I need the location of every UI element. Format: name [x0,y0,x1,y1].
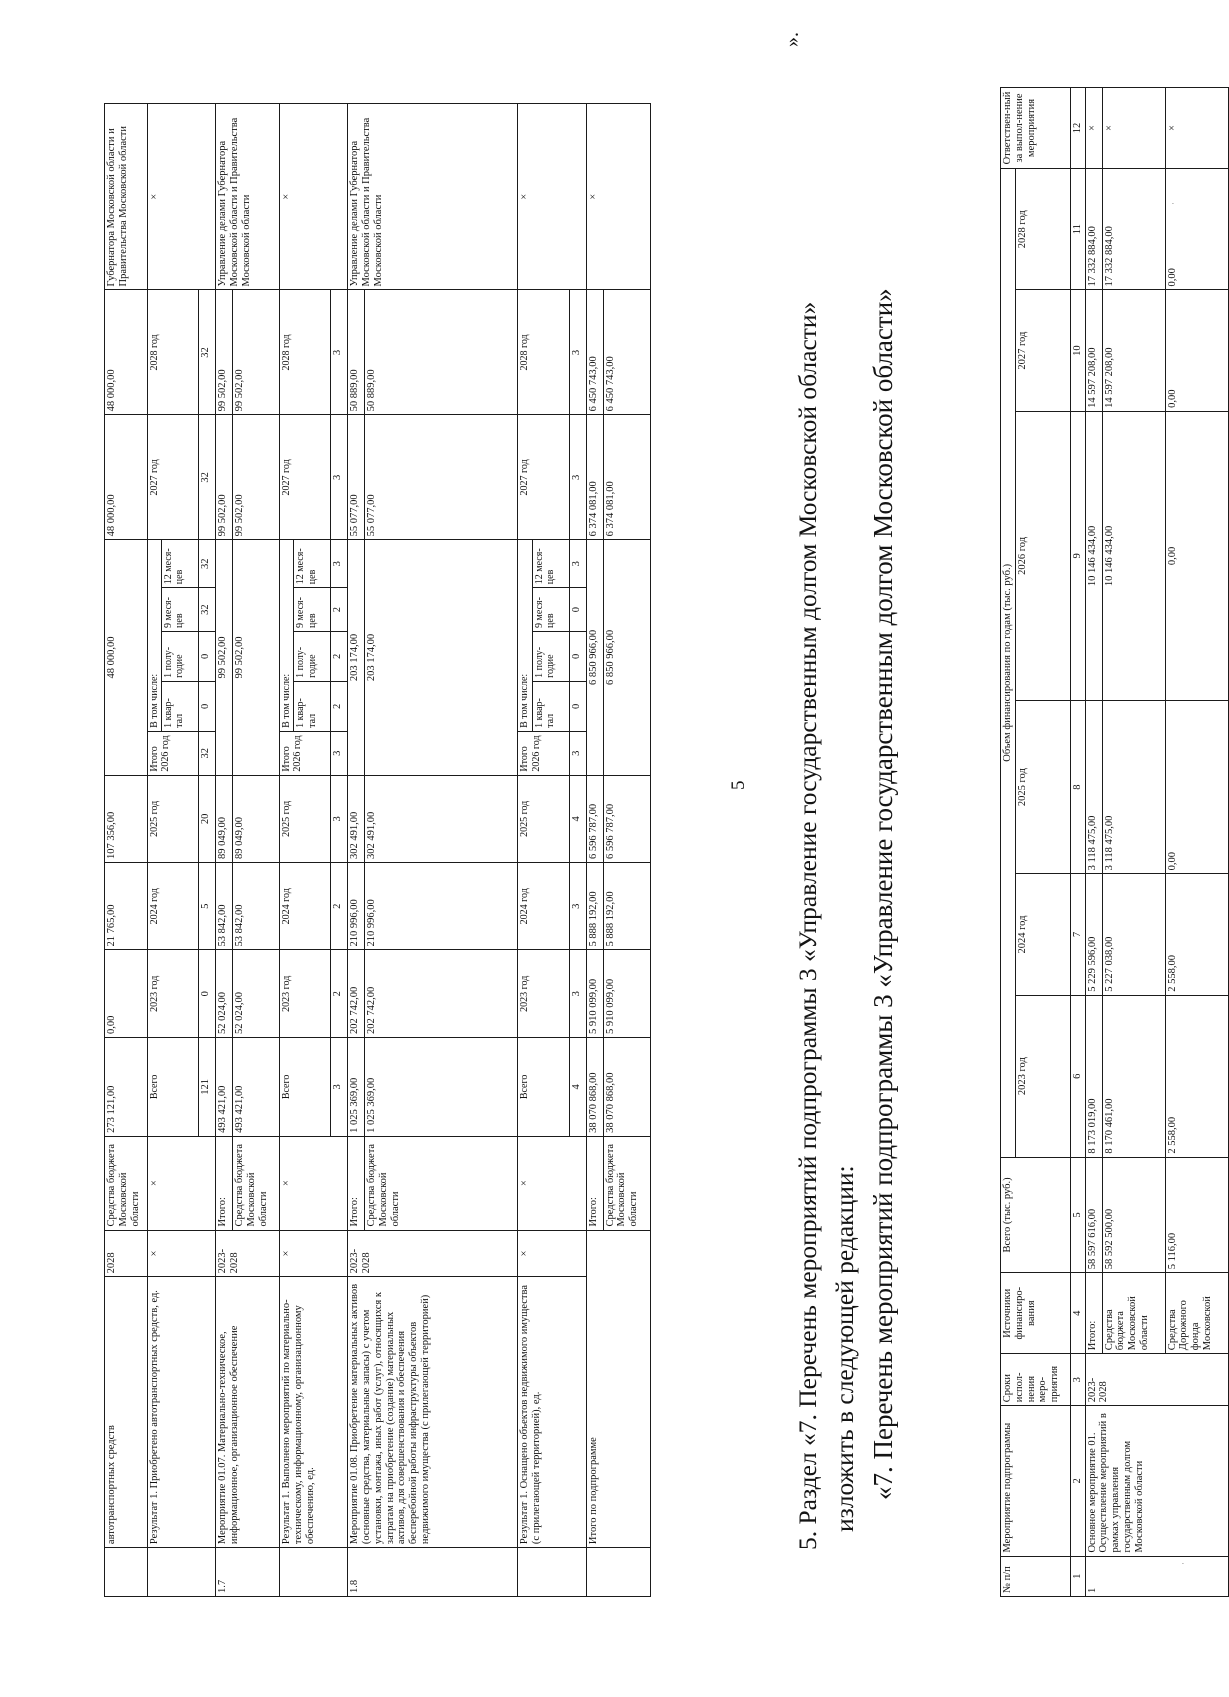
header-quarter-1: 1 квар-тал [294,681,331,731]
amount-2026: 48 000,00 [105,540,148,775]
amount-2024: 5 888 192,00 [586,863,603,950]
value-total-2026: 3 [569,731,586,775]
value-half-year: 0 [569,631,586,681]
header-2024: 2024 год [280,863,331,950]
total-amount: 38 070 868,00 [586,1037,603,1136]
header-2024: 2024 год [518,863,569,950]
header-term: Сроки испол-нения меро-приятия [1001,1354,1071,1406]
responsible: × [280,104,348,290]
header-2027: 2027 год [280,415,331,540]
header-9-months: 9 меся-цев [532,588,569,632]
amount-2024: 5 229 596,00 [1085,874,1102,995]
amount-2023: 202 742,00 [365,950,518,1037]
row-number: 1.7 [216,1548,280,1597]
header-2025: 2025 год [280,775,331,862]
amount-2025: 3 118 475,00 [1102,700,1165,873]
funding-source: × [280,1136,348,1230]
amount-2027: 14 597 208,00 [1085,290,1102,411]
header-2024: 2024 год [148,863,199,950]
header-total: Всего (тыс. руб.) [1001,1157,1071,1273]
header-total-2026: Итого 2026 год [280,731,331,775]
column-number: 9 [1070,411,1085,700]
responsible: × [1102,88,1165,169]
responsible: × [518,104,586,290]
header-including: В том числе: [280,540,294,732]
amount-2028: 6 450 743,00 [586,290,603,415]
header-quarter-1: 1 квар-тал [532,681,569,731]
subprogram-total-label: Итого по подпрограмме [586,1230,650,1548]
header-2028: 2028 год [280,290,331,415]
table-row [1085,88,1102,1597]
value-total-2026: 32 [199,731,216,775]
page-number: 5 [728,780,749,790]
total-amount: 493 421,00 [233,1037,280,1136]
header-12-months: 12 меся-цев [294,540,331,588]
header-measure: Мероприятие подпрограммы [1001,1406,1071,1556]
column-number: 12 [1070,88,1085,169]
amount-2023: 5 910 099,00 [586,950,603,1037]
value-quarter-1: 0 [569,681,586,731]
funding-source: Средства бюджета Московской области [1102,1273,1165,1354]
scan-mark: · [1168,202,1178,205]
amount-2027: 99 502,00 [233,415,280,540]
value-2028: 3 [569,290,586,415]
header-2025: 2025 год [1015,700,1070,873]
responsible: Управление делами Губернатора Московской области и Правительства Московской области [216,104,280,290]
funding-source: Итого: [216,1136,233,1230]
header-2025: 2025 год [518,775,569,862]
header-2027: 2027 год [518,415,569,540]
value-2027: 3 [331,415,348,540]
value-12-months: 3 [569,540,586,588]
execution-term: 2023-2028 [1085,1354,1228,1406]
amount-2027: 55 077,00 [348,415,365,540]
header-total: Всего [280,1037,331,1136]
amount-2026: 99 502,00 [233,540,280,775]
value-2023: 2 [331,950,348,1037]
amount-2027: 99 502,00 [216,415,233,540]
result-name: Результат 1. Приобретено автотранспортных средств, ед. [148,1277,216,1548]
heading-line-1: 5. Раздел «7. Перечень мероприятий подпрограммы 3 «Управление государственным долгом Московской области» [793,301,822,1550]
total-amount: 5 116,00 [1165,1157,1228,1273]
row-number [105,1548,148,1597]
header-total: Всего [518,1037,569,1136]
amount-2023: 52 024,00 [233,950,280,1037]
column-number: 10 [1070,290,1085,411]
value-9-months: 0 [569,588,586,632]
header-12-months: 12 меся-цев [532,540,569,588]
amount-2027: 55 077,00 [365,415,518,540]
funding-source: Средства бюджета Московской области [603,1136,650,1230]
execution-term: 2023-2028 [216,1230,280,1277]
amount-2024: 210 996,00 [365,863,518,950]
row-number [280,1548,348,1597]
column-number: 2 [1070,1406,1085,1556]
measure-name: автотранспортных средств [105,1277,148,1548]
total-amount: 493 421,00 [216,1037,233,1136]
header-volume: Объем финансирования по годам (тыс. руб.) [1001,168,1016,1157]
value-2023: 3 [569,950,586,1037]
responsible: × [148,104,216,290]
header-2028: 2028 год [518,290,569,415]
funding-source: Итого: [348,1136,365,1230]
amount-2026: 203 174,00 [348,540,365,775]
value-total: 121 [199,1037,216,1136]
value-2025: 20 [199,775,216,862]
closing-quote: ». [781,32,803,47]
amount-2024: 2 558,00 [1165,874,1228,995]
amount-2027: 14 597 208,00 [1102,290,1165,411]
execution-term: × [518,1230,586,1277]
amount-2028: 6 450 743,00 [603,290,650,415]
table-row [280,104,294,1597]
header-2025: 2025 год [148,775,199,862]
amount-2028: 17 332 884,00 [1102,168,1165,289]
column-number: 4 [1070,1273,1085,1354]
column-number: 8 [1070,700,1085,873]
value-total: 4 [569,1037,586,1136]
value-2028: 32 [199,290,216,415]
amount-2027: 0,00 [1165,290,1228,411]
column-number: 7 [1070,874,1085,995]
amount-2024: 21 765,00 [105,863,148,950]
row-number [518,1548,586,1597]
value-quarter-1: 0 [199,681,216,731]
header-total-2026: Итого 2026 год [518,731,569,775]
amount-2025: 302 491,00 [365,775,518,862]
column-number: 6 [1070,995,1085,1157]
value-2024: 2 [331,863,348,950]
header-2026: 2026 год [1015,411,1070,700]
value-12-months: 3 [331,540,348,588]
amount-2025: 107 356,00 [105,775,148,862]
value-12-months: 32 [199,540,216,588]
table-row [216,104,233,1597]
column-number: 5 [1070,1157,1085,1273]
value-quarter-1: 2 [331,681,348,731]
amount-2023: 202 742,00 [348,950,365,1037]
header-source: Источники финансиро-вания [1001,1273,1071,1354]
header-2023: 2023 год [148,950,199,1037]
amount-2025: 6 596 787,00 [586,775,603,862]
table-row [518,104,532,1597]
header-half-year: 1 полу-годие [294,631,331,681]
measure-name: Мероприятие 01.07. Материально-техническое, информационное, организационное обеспечение [216,1277,280,1548]
table-number-row [1070,88,1085,1597]
value-2027: 3 [569,415,586,540]
header-2023: 2023 год [280,950,331,1037]
amount-2026: 10 146 434,00 [1085,411,1102,700]
result-name: Результат 1. Выполнено мероприятий по материально-техническому, информационному, организационному обеспечению, ед. [280,1277,348,1548]
amount-2026: 6 850 966,00 [603,540,650,775]
header-including: В том числе: [148,540,162,732]
total-amount: 38 070 868,00 [603,1037,650,1136]
amount-2028: 0,00 [1165,168,1228,289]
funding-source: Итого: [1085,1273,1102,1354]
amount-2025: 302 491,00 [348,775,365,862]
header-quarter-1: 1 квар-тал [162,681,199,731]
amount-2023: 0,00 [105,950,148,1037]
amount-2028: 50 889,00 [365,290,518,415]
value-half-year: 2 [331,631,348,681]
amount-2023: 52 024,00 [216,950,233,1037]
header-half-year: 1 полу-годие [532,631,569,681]
header-2023: 2023 год [518,950,569,1037]
header-total-2026: Итого 2026 год [148,731,199,775]
total-amount: 58 592 500,00 [1102,1157,1165,1273]
value-2023: 0 [199,950,216,1037]
amount-2024: 210 996,00 [348,863,365,950]
amount-2027: 6 374 081,00 [586,415,603,540]
value-half-year: 0 [199,631,216,681]
section-heading [781,32,825,1550]
amount-2024: 5 888 192,00 [603,863,650,950]
funding-source: × [518,1136,586,1230]
funding-source: Средства бюджета Московской области [365,1136,518,1230]
funding-source: Средства Дорожного фонда Московской [1165,1273,1228,1354]
amount-2026: 6 850 966,00 [586,540,603,775]
responsible: × [1165,88,1228,169]
total-amount: 273 121,00 [105,1037,148,1136]
row-number: 1 [1085,1556,1228,1596]
funding-source: Итого: [586,1136,603,1230]
amount-2028: 50 889,00 [348,290,365,415]
execution-term: 2028 [105,1230,148,1277]
value-2025: 3 [331,775,348,862]
table-row [586,104,603,1597]
value-2024: 5 [199,863,216,950]
column-number: 1 [1070,1556,1085,1596]
amount-2026: 203 174,00 [365,540,518,775]
header-2027: 2027 год [148,415,199,540]
amount-2025: 6 596 787,00 [603,775,650,862]
measure-name: Основное мероприятие 01. Осуществление мероприятий в рамках управления государственным долгом Московской области [1085,1406,1228,1556]
amount-2026: 99 502,00 [216,540,233,775]
amount-2025: 0,00 [1165,700,1228,873]
responsible: × [586,104,650,290]
table-row [148,104,162,1597]
header-2023: 2023 год [1015,995,1070,1157]
scan-mark: · [1178,1562,1188,1565]
amount-2028: 48 000,00 [105,290,148,415]
header-9-months: 9 меся-цев [294,588,331,632]
amount-2027: 6 374 081,00 [603,415,650,540]
header-12-months: 12 меся-цев [162,540,199,588]
amount-2025: 89 049,00 [233,775,280,862]
amount-2023: 2 558,00 [1165,995,1228,1157]
execution-term: 2023-2028 [348,1230,518,1277]
column-number: 3 [1070,1354,1085,1406]
value-9-months: 2 [331,588,348,632]
funding-source: Средства бюджета Московской области [233,1136,280,1230]
amount-2025: 3 118 475,00 [1085,700,1102,873]
amount-2023: 8 173 019,00 [1085,995,1102,1157]
funding-source: Средства бюджета Московской области [105,1136,148,1230]
amount-2027: 48 000,00 [105,415,148,540]
column-number: 11 [1070,168,1085,289]
total-amount: 58 597 616,00 [1085,1157,1102,1273]
amount-2028: 99 502,00 [216,290,233,415]
execution-term: × [280,1230,348,1277]
amount-2023: 8 170 461,00 [1102,995,1165,1157]
responsible: Управление делами Губернатора Московской области и Правительства Московской области [348,104,518,290]
table-row [105,104,148,1597]
heading-line-2: изложить в следующей редакции: [830,1165,859,1532]
amount-2023: 5 910 099,00 [603,950,650,1037]
row-number: 1.8 [348,1548,518,1597]
execution-term: × [148,1230,216,1277]
value-2027: 32 [199,415,216,540]
value-total: 3 [331,1037,348,1136]
amount-2024: 53 842,00 [216,863,233,950]
total-amount: 1 025 369,00 [348,1037,365,1136]
total-amount: 1 025 369,00 [365,1037,518,1136]
header-2028: 2028 год [148,290,199,415]
row-number [148,1548,216,1597]
header-9-months: 9 меся-цев [162,588,199,632]
measure-name: Мероприятие 01.08. Приобретение материальных активов (основные средства, материальные запасы) с учетом установки, монтажа, иных работ (услуг), относящихся к затратам на приобретение (создание) материальных активов, для совершенствования и обеспечения бесперебойной работы инфраструктуры объектов недвижимого имущества (с прилегающей территорией) [348,1277,518,1548]
funding-source: × [148,1136,216,1230]
header-2028: 2028 год [1015,168,1070,289]
responsible: × [1085,88,1102,169]
amount-2026: 0,00 [1165,411,1228,700]
header-2024: 2024 год [1015,874,1070,995]
value-total-2026: 3 [331,731,348,775]
amount-2028: 99 502,00 [233,290,280,415]
header-including: В том числе: [518,540,532,732]
header-2027: 2027 год [1015,290,1070,411]
result-name: Результат 1. Оснащено объектов недвижимого имущества (с прилегающей территорией), ед. [518,1277,586,1548]
responsible: Губернатора Московской области и Правительства Московской области [105,104,148,290]
amount-2024: 5 227 038,00 [1102,874,1165,995]
amount-2026: 10 146 434,00 [1102,411,1165,700]
table-row [348,104,365,1597]
header-total: Всего [148,1037,199,1136]
amount-2024: 53 842,00 [233,863,280,950]
subprogram-3-measures-table [1000,87,1229,1597]
header-number: № п/п [1001,1556,1071,1596]
header-responsible: Ответствен-ный за выпол-нение мероприятия [1001,88,1071,169]
value-9-months: 32 [199,588,216,632]
value-2024: 3 [569,863,586,950]
amount-2025: 89 049,00 [216,775,233,862]
row-number [586,1548,650,1597]
header-half-year: 1 полу-годие [162,631,199,681]
table-header-row [1001,88,1016,1597]
heading-line-3: «7. Перечень мероприятий подпрограммы 3 «Управление государственным долгом Московской области» [868,288,898,1500]
subprogram-2-measures-table [104,103,651,1597]
rotated-page [0,32,1213,1660]
value-2028: 3 [331,290,348,415]
amount-2028: 17 332 884,00 [1085,168,1102,289]
value-2025: 4 [569,775,586,862]
